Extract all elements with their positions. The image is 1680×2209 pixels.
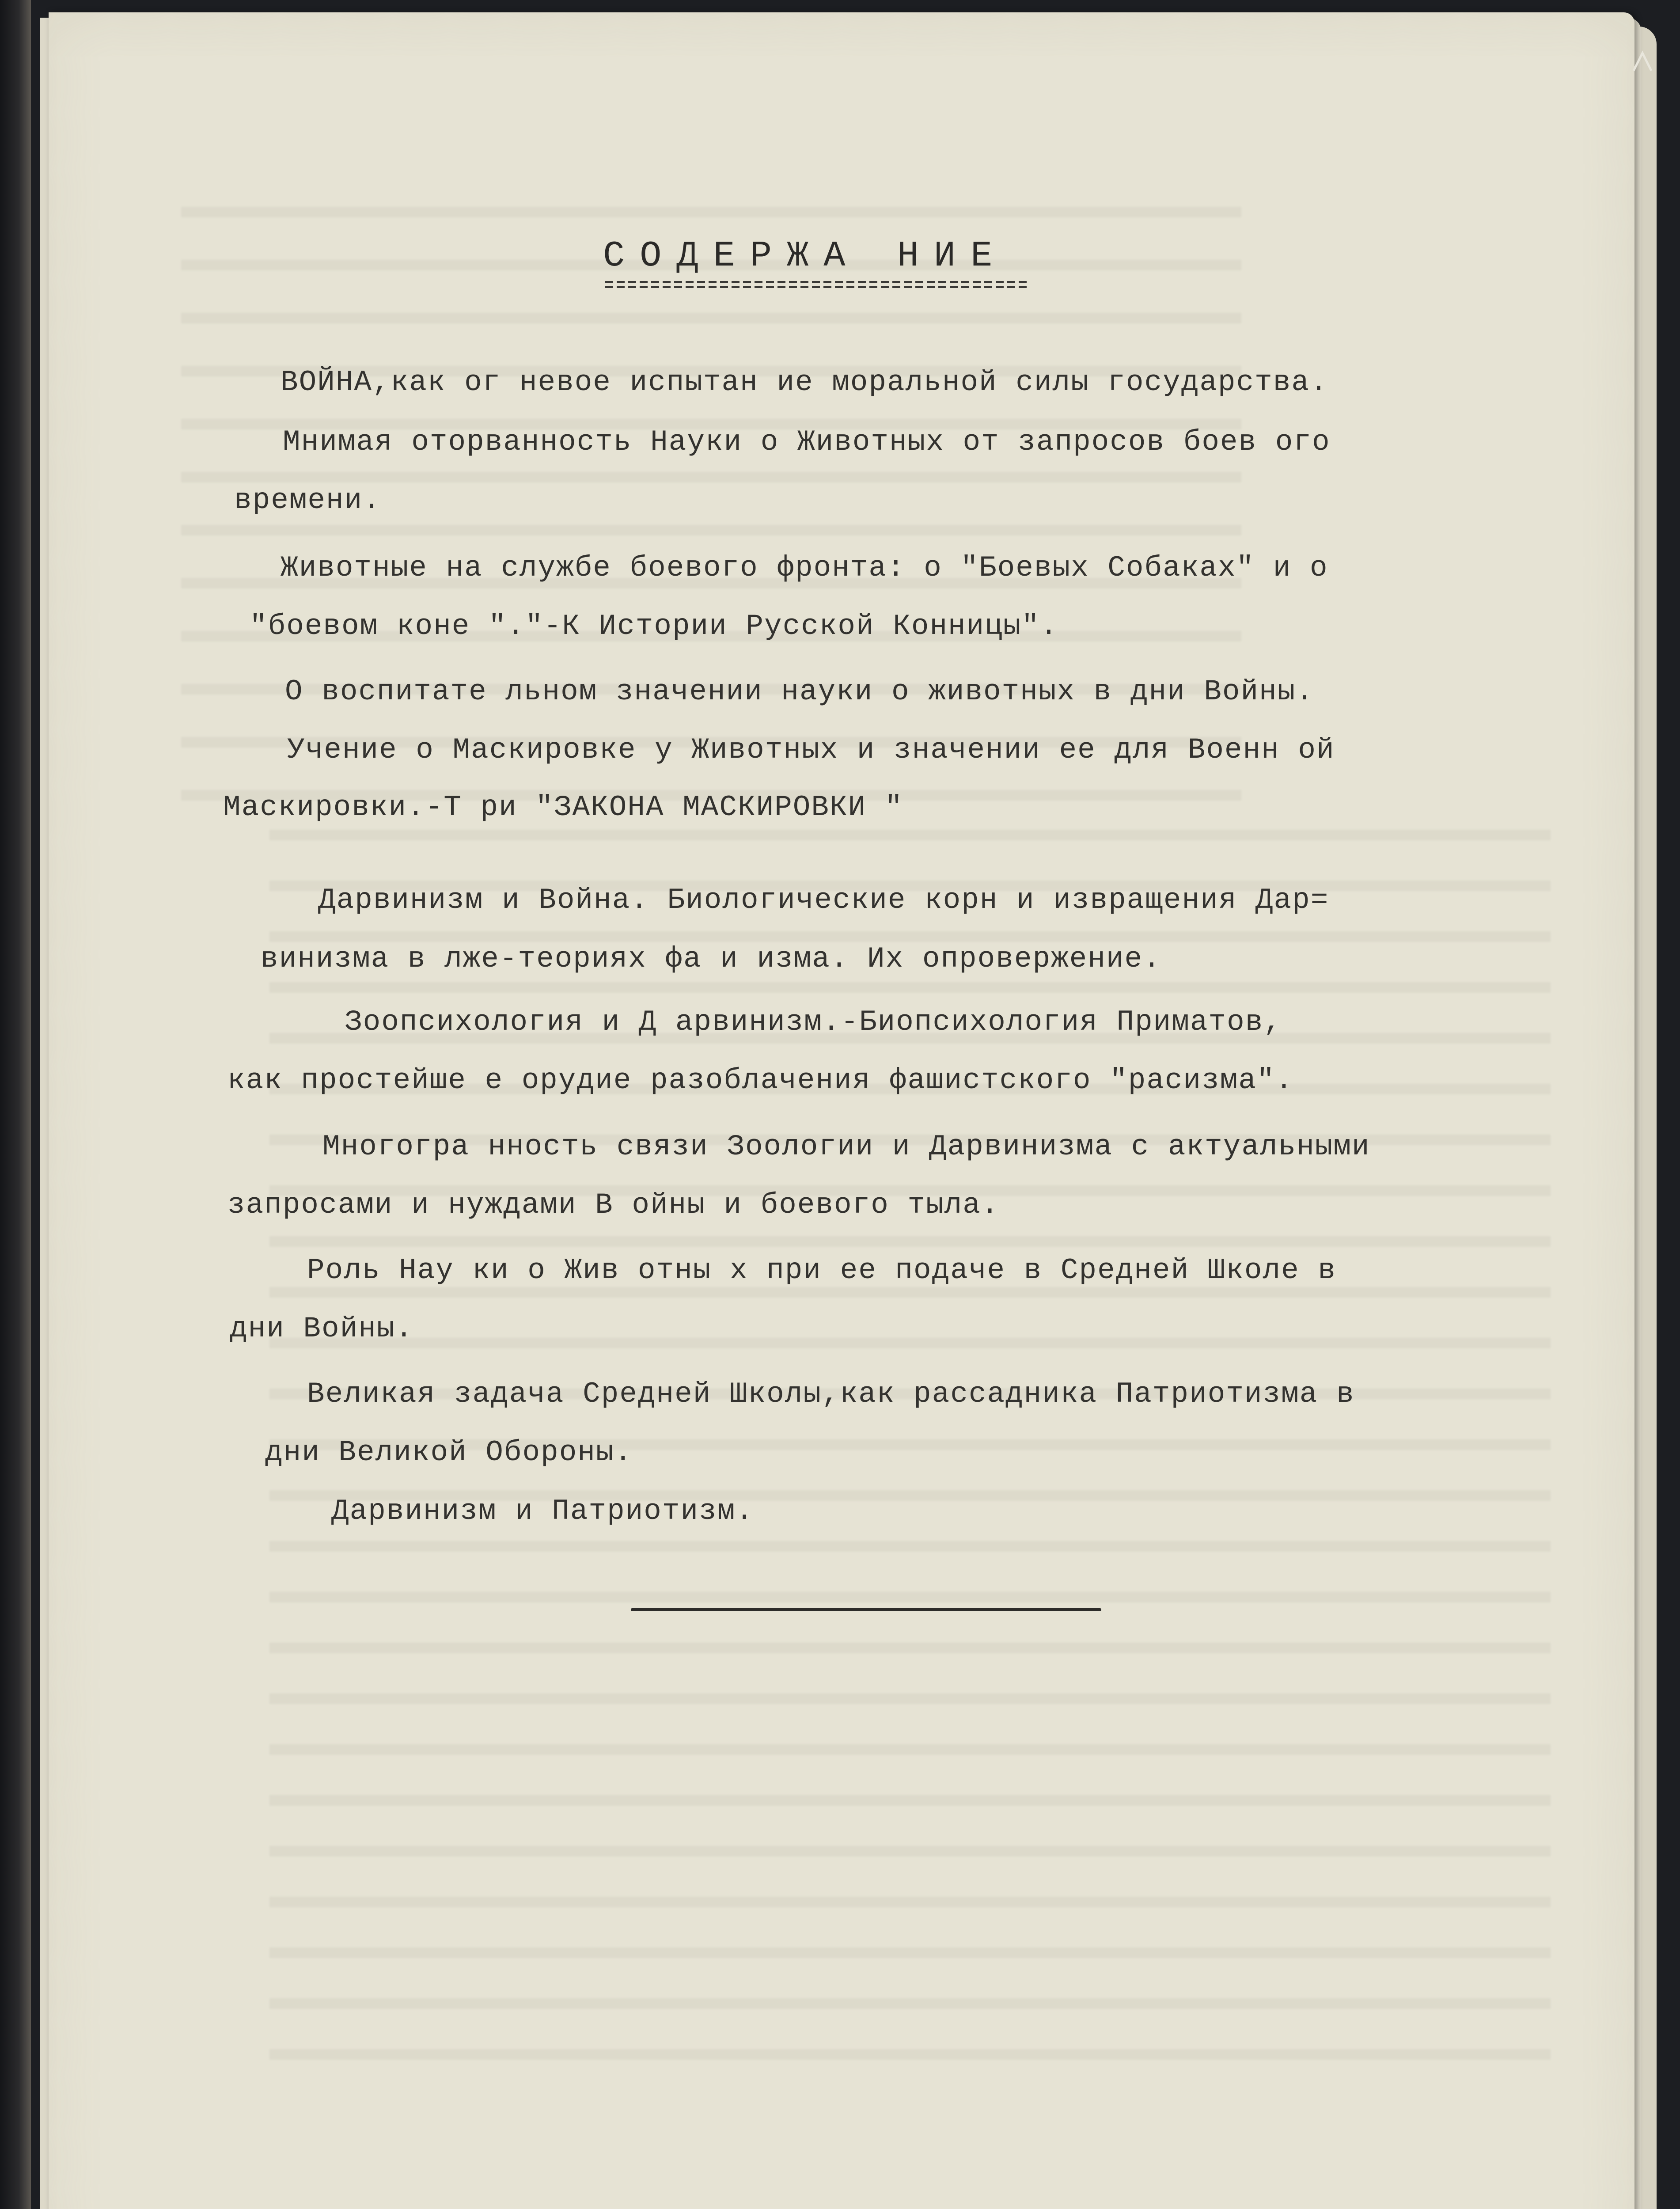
page-title: СОДЕРЖА НИЕ xyxy=(603,235,1008,277)
toc-line: Маскировки.-Т ри "ЗАКОНА МАСКИРОВКИ " xyxy=(223,791,903,824)
toc-line: Многогра нность связи Зоологии и Дарвинизма с актуальными xyxy=(322,1130,1370,1163)
toc-line: Роль Нау ки о Жив отны х при ее подаче в Средней Школе в xyxy=(307,1254,1336,1287)
closing-rule xyxy=(631,1608,1101,1611)
toc-line: запросами и нуждами В ойны и боевого тыла. xyxy=(228,1188,1000,1222)
toc-line: как простейше е орудие разоблачения фашистского "расизма". xyxy=(228,1064,1294,1097)
document-page xyxy=(49,12,1634,2209)
toc-line: ВОЙНА,как ог невое испытан ие моральной силы государства. xyxy=(281,366,1328,399)
title-double-underline xyxy=(605,281,1029,292)
toc-line: Мнимая оторванность Науки о Животных от запросов боев ого xyxy=(283,425,1331,459)
corner-mark-icon xyxy=(1629,49,1656,75)
toc-line: Зоопсихология и Д арвинизм.-Биопсихология Приматов, xyxy=(345,1006,1282,1039)
toc-line: дни Великой Обороны. xyxy=(265,1436,633,1469)
toc-line: Дарвинизм и Война. Биологические корн и извращения Дар= xyxy=(318,884,1329,917)
toc-line: О воспитате льном значении науки о животных в дни Войны. xyxy=(285,675,1314,708)
toc-line: Дарвинизм и Патриотизм. xyxy=(331,1495,754,1528)
toc-line: времени. xyxy=(234,484,381,517)
toc-line: винизма в лже-теориях фа и изма. Их опровержение. xyxy=(261,942,1161,975)
toc-line: Великая задача Средней Школы,как рассадника Патриотизма в xyxy=(307,1378,1355,1411)
toc-line: дни Войны. xyxy=(230,1312,414,1345)
toc-line: Животные на службе боевого фронта: о "Боевых Собаках" и о xyxy=(281,551,1328,585)
toc-line: Учение о Маскировке у Животных и значении ее для Военн ой xyxy=(287,733,1335,767)
scanner-edge xyxy=(0,0,31,2209)
toc-line: "боевом коне "."-К Истории Русской Конницы". xyxy=(250,610,1058,643)
